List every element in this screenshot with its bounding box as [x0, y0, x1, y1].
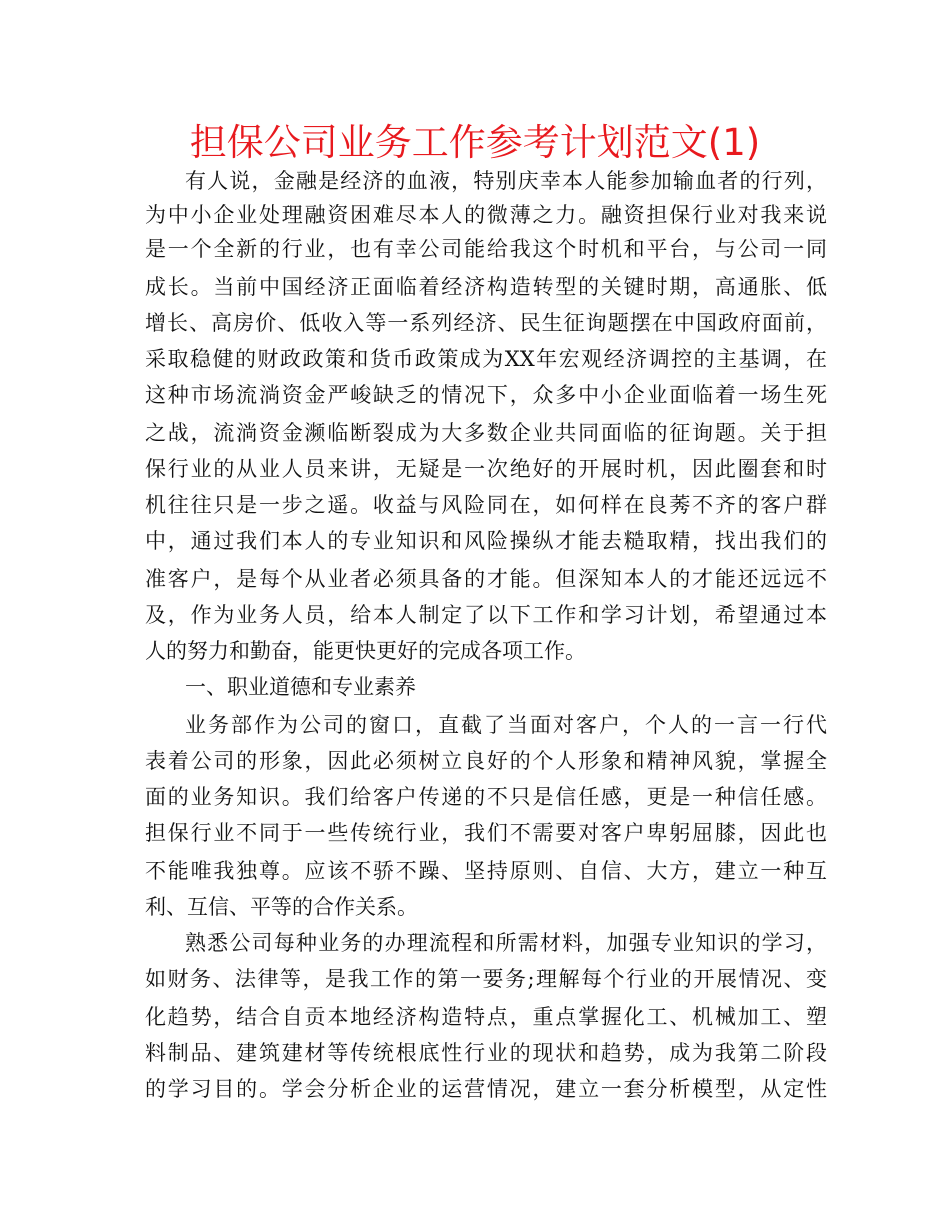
body-line: 熟悉公司每种业务的办理流程和所需材料，加强专业知识的学习，	[185, 931, 827, 955]
body-line: 准客户，是每个从业者必须具备的才能。但深知本人的才能还远远不	[145, 567, 827, 591]
body-line: 利、互信、平等的合作关系。	[145, 895, 418, 919]
body-line: 之战，流淌资金濒临断裂成为大多数企业共同面临的征询题。关于担	[145, 421, 827, 445]
body-line: 为中小企业处理融资困难尽本人的微薄之力。融资担保行业对我来说	[145, 203, 827, 227]
body-line: 有人说，金融是经济的血液，特别庆幸本人能参加输血者的行列，	[185, 169, 827, 193]
body-line: 业务部作为公司的窗口，直截了当面对客户，个人的一言一行代	[185, 713, 827, 737]
body-line: 料制品、建筑建材等传统根底性行业的现状和趋势，成为我第二阶段	[145, 1041, 827, 1065]
body-line: 不能唯我独尊。应该不骄不躁、坚持原则、自信、大方，建立一种互	[145, 859, 827, 883]
body-line: 增长、高房价、低收入等一系列经济、民生征询题摆在中国政府面前，	[145, 311, 827, 335]
body-line: 保行业的从业人员来讲，无疑是一次绝好的开展时机，因此圈套和时	[145, 457, 827, 481]
body-line: 面的业务知识。我们给客户传递的不只是信任感，更是一种信任感。	[145, 785, 827, 809]
body-line: 是一个全新的行业，也有幸公司能给我这个时机和平台，与公司一同	[145, 237, 827, 261]
body-line: 化趋势，结合自贡本地经济构造特点，重点掌握化工、机械加工、塑	[145, 1005, 827, 1029]
body-line: 成长。当前中国经济正面临着经济构造转型的关键时期，高通胀、低	[145, 275, 827, 299]
document-title: 担保公司业务工作参考计划范文(1)	[189, 121, 761, 164]
body-line: 这种市场流淌资金严峻缺乏的情况下，众多中小企业面临着一场生死	[145, 383, 827, 407]
body-line: 中，通过我们本人的专业知识和风险操纵才能去糙取精，找出我们的	[145, 529, 827, 553]
body-line: 如财务、法律等，是我工作的第一要务;理解每个行业的开展情况、变	[145, 967, 827, 991]
section-heading: 一、职业道德和专业素养	[185, 675, 416, 699]
body-line: 及，作为业务人员，给本人制定了以下工作和学习计划，希望通过本	[145, 603, 827, 627]
body-line: 人的努力和勤奋，能更快更好的完成各项工作。	[145, 639, 586, 663]
body-line: 采取稳健的财政政策和货币政策成为XX年宏观经济调控的主基调，在	[145, 347, 827, 371]
body-line: 担保行业不同于一些传统行业，我们不需要对客户卑躬屈膝，因此也	[145, 821, 827, 845]
body-line: 机往往只是一步之遥。收益与风险同在，如何样在良莠不齐的客户群	[145, 493, 827, 517]
body-line: 表着公司的形象，因此必须树立良好的个人形象和精神风貌，掌握全	[145, 749, 827, 773]
body-line: 的学习目的。学会分析企业的运营情况，建立一套分析模型，从定性	[145, 1077, 827, 1101]
